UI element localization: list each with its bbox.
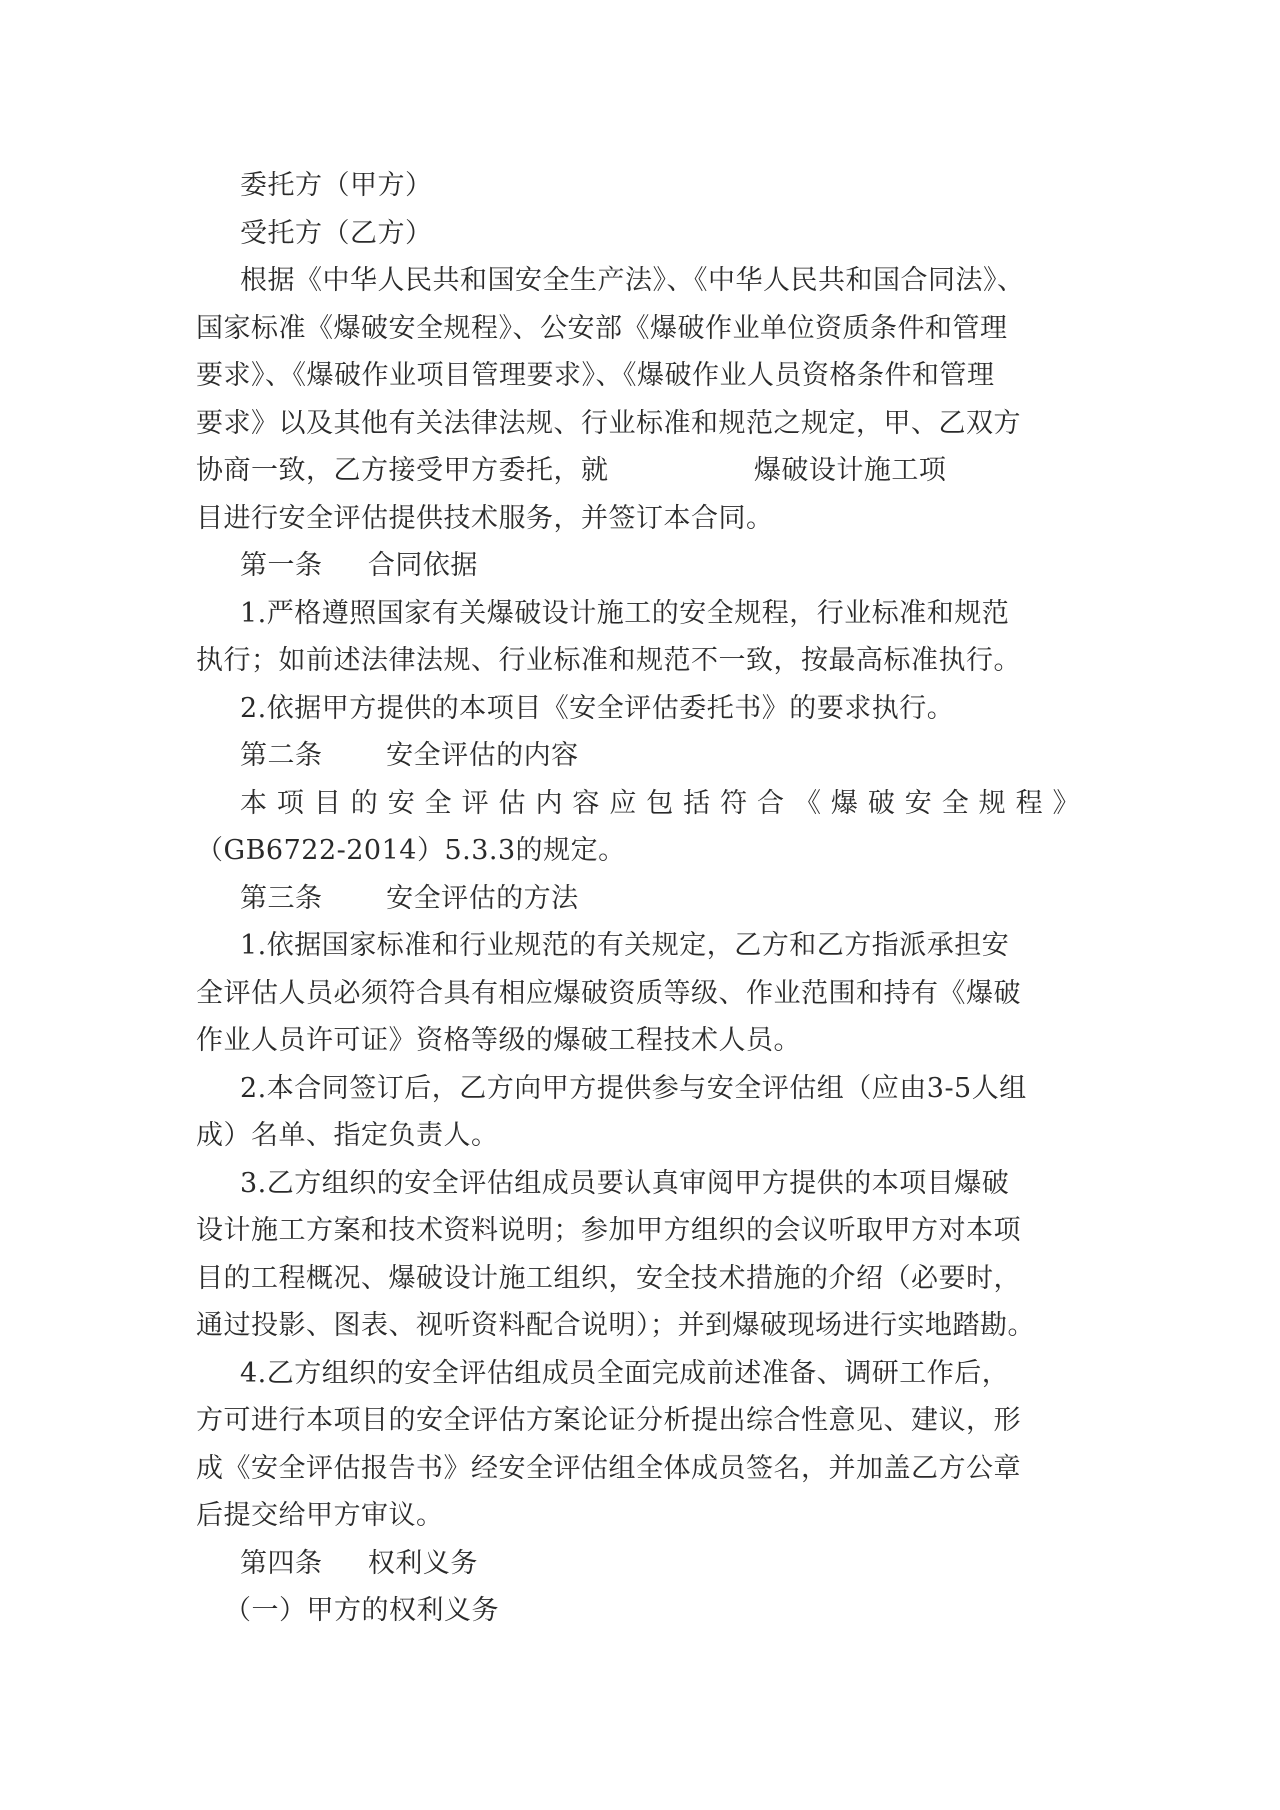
article-2-heading: 第二条 安全评估的内容 — [240, 740, 579, 771]
preamble-line-4: 要求》以及其他有关法律法规、行业标准和规范之规定，甲、乙双方 — [196, 407, 1021, 439]
article-3-heading: 第三条 安全评估的方法 — [240, 882, 579, 914]
preamble-line-5: 协商一致，乙方接受甲方委托，就 爆破设计施工项 — [196, 455, 947, 486]
article-3-item-2-line-1: 2.本合同签订后，乙方向甲方提供参与安全评估组（应由3-5人组 — [240, 1072, 1027, 1104]
article-3-item-4-line-3: 成《安全评估报告书》经安全评估组全体成员签名，并加盖乙方公章 — [196, 1452, 1021, 1484]
article-3-item-3-line-4: 通过投影、图表、视听资料配合说明）；并到爆破现场进行实地踏勘。 — [196, 1310, 1035, 1341]
article-2-body-line-2: （GB6722-2014）5.3.3的规定。 — [196, 835, 626, 866]
article-3-item-3-line-3: 目的工程概况、爆破设计施工组织，安全技术措施的介绍（必要时， — [196, 1262, 1021, 1294]
article-3-item-4-line-2: 方可进行本项目的安全评估方案论证分析提出综合性意见、建议，形 — [196, 1405, 1021, 1436]
article-1-heading: 第一条 合同依据 — [240, 550, 478, 581]
article-4-subheading-1: （一）甲方的权利义务 — [224, 1595, 499, 1626]
article-2-body-line-1: 本项目的安全评估内容应包括符合《爆破安全规程》 — [240, 787, 1080, 819]
article-3-item-4-line-1: 4.乙方组织的安全评估组成员全面完成前述准备、调研工作后， — [240, 1357, 1010, 1389]
article-1-item-1-line-2: 执行；如前述法律法规、行业标准和规范不一致，按最高标准执行。 — [196, 645, 1021, 676]
article-3-item-2-line-2: 成）名单、指定负责人。 — [196, 1120, 499, 1151]
article-1-item-1-line-1: 1.严格遵照国家有关爆破设计施工的安全规程，行业标准和规范 — [240, 597, 1010, 629]
preamble-line-1: 根据《中华人民共和国安全生产法》、《中华人民共和国合同法》、 — [240, 265, 1025, 296]
article-3-item-1-line-2: 全评估人员必须符合具有相应爆破资质等级、作业范围和持有《爆破 — [196, 977, 1021, 1009]
document-body — [196, 162, 1080, 1635]
article-3-item-3-line-2: 设计施工方案和技术资料说明；参加甲方组织的会议听取甲方对本项 — [196, 1215, 1021, 1246]
client-party-line: 委托方（甲方） — [240, 170, 433, 201]
preamble-line-3: 要求》、《爆破作业项目管理要求》、《爆破作业人员资格条件和管理 — [196, 360, 995, 391]
preamble-line-2: 国家标准《爆破安全规程》、公安部《爆破作业单位资质条件和管理 — [196, 312, 1008, 344]
article-4-heading: 第四条 权利义务 — [240, 1547, 478, 1579]
contractor-party-line: 受托方（乙方） — [240, 217, 433, 249]
article-3-item-4-line-4: 后提交给甲方审议。 — [196, 1500, 444, 1531]
article-1-item-2: 2.依据甲方提供的本项目《安全评估委托书》的要求执行。 — [240, 692, 955, 724]
preamble-line-6: 目进行安全评估提供技术服务，并签订本合同。 — [196, 502, 774, 534]
article-3-item-1-line-1: 1.依据国家标准和行业规范的有关规定，乙方和乙方指派承担安 — [240, 930, 1010, 961]
article-3-item-3-line-1: 3.乙方组织的安全评估组成员要认真审阅甲方提供的本项目爆破 — [240, 1167, 1010, 1199]
article-3-item-1-line-3: 作业人员许可证》资格等级的爆破工程技术人员。 — [196, 1025, 801, 1056]
